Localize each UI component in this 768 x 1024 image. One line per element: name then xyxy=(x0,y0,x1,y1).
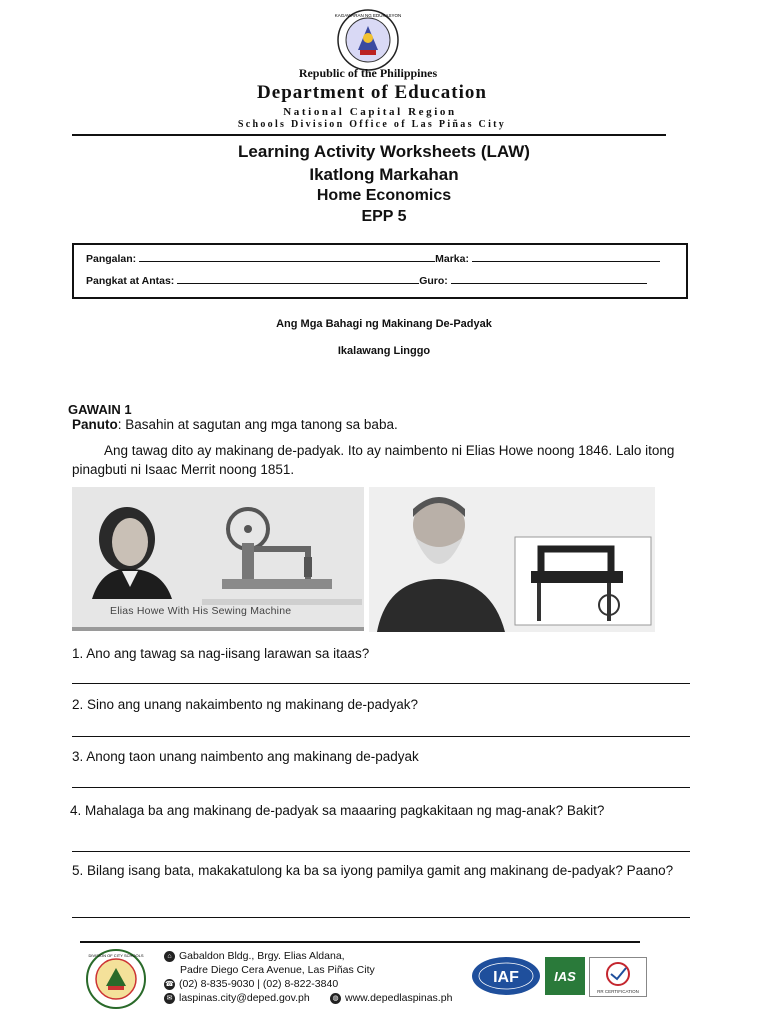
course-code: EPP 5 xyxy=(361,208,407,225)
republic-text: Republic of the Philippines xyxy=(298,66,438,80)
address-line-2 xyxy=(180,964,375,976)
instruction xyxy=(72,417,398,432)
deped-seal-logo xyxy=(330,8,406,72)
lesson-title: Ang Mga Bahagi ng Makinang De-Padyak xyxy=(276,318,492,330)
question-5: 5. Bilang isang bata, makakatulong ka ba sa iyong pamilya gamit ang makinang de-padyak? Paano? xyxy=(72,863,674,878)
address-text-2: Padre Diego Cera Avenue, Las Piñas City xyxy=(180,964,375,976)
photo-caption: Elias Howe With His Sewing Machine xyxy=(110,605,292,617)
grade-field[interactable] xyxy=(472,252,660,262)
header-divider xyxy=(72,134,666,136)
question-3: 3. Anong taon unang naimbento ang makinang de-padyak xyxy=(72,749,419,764)
phone-text: (02) 8-835-9030 | (02) 8-822-3840 xyxy=(179,978,339,990)
website-text[interactable]: www.depedlaspinas.ph xyxy=(345,992,453,1004)
email-line[interactable] xyxy=(164,992,310,1004)
student-info-box xyxy=(72,243,688,299)
worksheet-title: Learning Activity Worksheets (LAW) xyxy=(238,142,530,161)
answer-line-5[interactable] xyxy=(72,917,690,918)
activity-heading: GAWAIN 1 xyxy=(68,402,132,417)
answer-line-1[interactable] xyxy=(72,683,690,684)
elias-howe-photo xyxy=(72,487,364,631)
rr-certification-logo xyxy=(589,957,647,997)
quarter-title: Ikatlong Markahan xyxy=(309,165,459,184)
svg-text:RR CERTIFICATION: RR CERTIFICATION xyxy=(597,989,639,994)
question-4: 4. Mahalaga ba ang makinang de-padyak sa maaaring pagkakitaan ng mag-anak? Bakit? xyxy=(70,803,605,818)
question-1: 1. Ano ang tawag sa nag-iisang larawan sa itaas? xyxy=(72,646,370,661)
email-text[interactable]: laspinas.city@deped.gov.ph xyxy=(179,992,310,1004)
isaac-merrit-photo xyxy=(369,487,655,632)
website-line[interactable] xyxy=(330,992,452,1004)
address-line-1 xyxy=(164,950,345,962)
teacher-field[interactable] xyxy=(451,274,647,284)
isaac-merrit-illustration xyxy=(369,487,655,632)
name-grade-row xyxy=(86,252,660,265)
section-field[interactable] xyxy=(177,274,419,284)
building-icon: ⌂ xyxy=(164,951,175,962)
teacher-label: Guro: xyxy=(419,275,448,287)
address-text-1: Gabaldon Bldg., Brgy. Elias Aldana, xyxy=(179,950,345,962)
grade-label: Marka: xyxy=(435,253,469,265)
svg-text:DIVISION OF CITY SCHOOLS: DIVISION OF CITY SCHOOLS xyxy=(88,953,144,958)
ias-logo xyxy=(544,956,586,996)
section-teacher-row xyxy=(86,274,647,287)
instruction-text: : Basahin at sagutan ang mga tanong sa baba. xyxy=(117,417,398,432)
svg-text:IAS: IAS xyxy=(554,969,576,984)
footer-divider xyxy=(80,941,640,943)
instruction-label: Panuto xyxy=(72,417,118,432)
iaf-logo xyxy=(471,956,541,996)
name-field[interactable] xyxy=(139,252,435,262)
svg-text:IAF: IAF xyxy=(493,969,519,986)
intro-paragraph: Ang tawag dito ay makinang de-padyak. Ito ay naimbento ni Elias Howe noong 1846. Lalo itong pinagbuti ni Isaac Merrit noong 1851. xyxy=(72,443,675,477)
division-text: Schools Division Office of Las Piñas City xyxy=(237,119,507,130)
answer-line-4[interactable] xyxy=(72,851,690,852)
question-2: 2. Sino ang unang nakaimbento ng makinang de-padyak? xyxy=(72,697,419,712)
week-label: Ikalawang Linggo xyxy=(337,345,431,357)
globe-icon: ◍ xyxy=(330,993,341,1004)
answer-line-3[interactable] xyxy=(72,787,690,788)
division-logo xyxy=(82,948,150,1010)
svg-text:KAGAWARAN NG EDUKASYON: KAGAWARAN NG EDUKASYON xyxy=(334,13,402,18)
department-name: Department of Education xyxy=(257,82,487,103)
photo-bottom-bar xyxy=(72,627,364,631)
region-text: National Capital Region xyxy=(283,106,457,118)
name-label: Pangalan: xyxy=(86,253,137,265)
answer-line-2[interactable] xyxy=(72,736,690,737)
section-label: Pangkat at Antas: xyxy=(86,275,175,287)
subject-title: Home Economics xyxy=(316,187,452,204)
email-icon: ✉ xyxy=(164,993,175,1004)
phone-line xyxy=(164,978,338,990)
phone-icon: ☎ xyxy=(165,980,174,988)
